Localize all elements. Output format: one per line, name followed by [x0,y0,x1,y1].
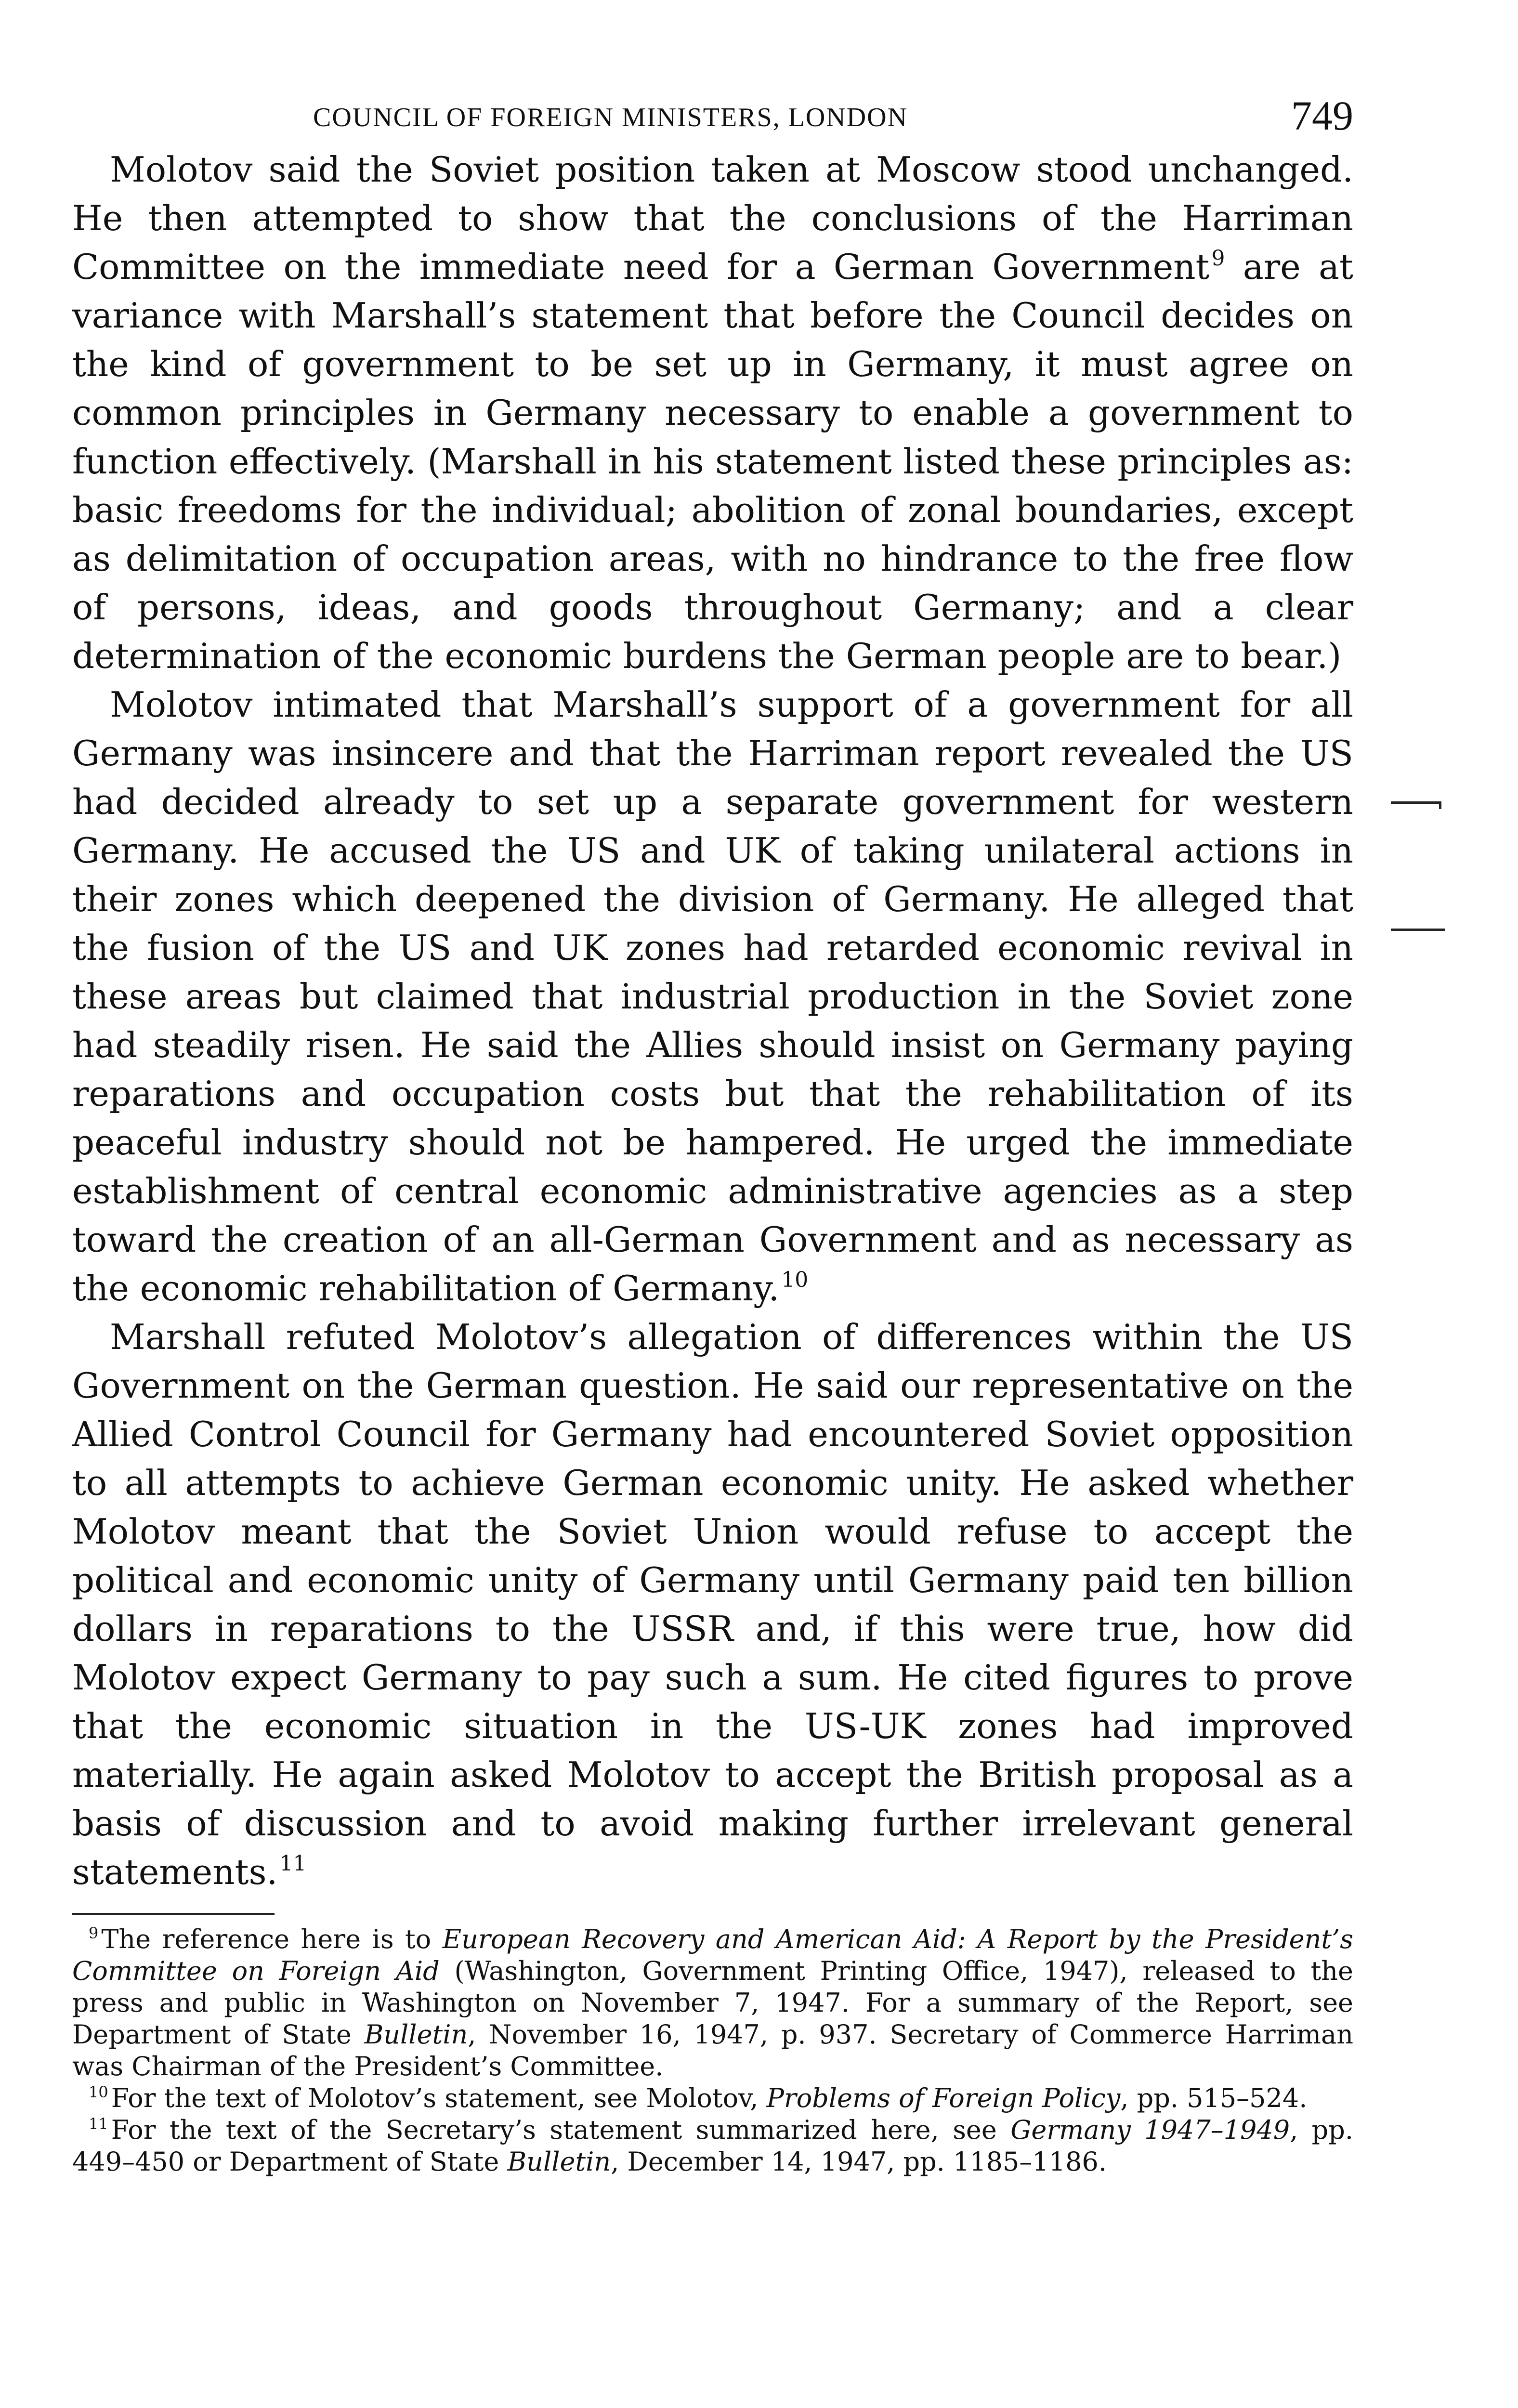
footnote-9-title: European Recovery and American Aid: A Report by the President’s Committee on Foreign Aid [72,1924,1353,1986]
paragraph-2-text: Molotov intimated that Marshall’s support of a government for all Germany was insincere and that the Harriman report revealed the US had decided already to set up a separate government for western Germany. He accused the US and UK of taking unilateral actions in their zones which deepened the division of Germany. He alleged that the fusion of the US and UK zones had retarded economic revival in these areas but claimed that industrial production in the Soviet zone had steadily risen. He said the Allies should insist on Germany paying reparations and occupation costs but that the rehabilitation of its peaceful industry should not be hampered. He urged the immediate establishment of central economic administrative agencies as a step toward the creation of an all-German Government and as necessary as the economic rehabilitation of Germany. [72,684,1353,1309]
margin-line-mark-tick [1439,801,1441,809]
document-page [72,92,1353,2178]
running-head: COUNCIL OF FOREIGN MINISTERS, LONDON [313,103,908,132]
paragraph-1-text-a: Molotov said the Soviet position taken at Moscow stood unchanged. He then attempted to show that the conclusions of the Harriman Committee on the immediate need for a German Government [72,149,1353,287]
body-text [72,145,1353,1897]
footnote-9-text-b: (Washington, Government Printing Office, 1947), released to the press and public in Washington on November 7, 1947. For a summary of the Report, see Department of State [72,1956,1354,2050]
footnote-11-bulletin: Bulletin [507,2146,611,2177]
footnote-9-bulletin: Bulletin [364,2019,468,2050]
footnote-9-number: 9 [89,1924,99,1942]
margin-line-mark [1391,801,1441,804]
footnote-10-text-b: , pp. 515–524. [1120,2083,1308,2113]
footnote-11-text-b: , pp. 449–450 or Department of State [72,2115,1353,2177]
page-header [72,92,1353,144]
footnotes [72,1924,1353,2178]
footnote-ref-11: 11 [279,1851,307,1876]
footnote-11 [72,2114,1353,2178]
page-number: 749 [1291,92,1353,139]
footnote-10-number: 10 [89,2083,108,2101]
paragraph-1 [72,145,1353,681]
footnote-11-text-c: , December 14, 1947, pp. 1185–1186. [611,2146,1107,2177]
paragraph-3 [72,1313,1353,1897]
paragraph-1-text-b: are at variance with Marshall’s statement that before the Council decides on the kind of government to be set up in Germany, it must agree on common principles in Germany necessary to enable a government to function effectively. (Marshall in his statement listed these principles as: basic freedoms for the individual; abolition of zonal boundaries, except as delimitation of occupation areas, with no hindrance to the free flow of persons, ideas, and goods throughout Germany; and a clear determination of the economic burdens the German people are to bear.) [72,247,1353,676]
paragraph-2 [72,681,1353,1313]
footnote-10-text-a: For the text of Molotov’s statement, see Molotov, [111,2083,767,2113]
footnote-ref-10: 10 [781,1268,809,1292]
footnote-11-title: Germany 1947–1949 [1010,2115,1290,2145]
footnote-9-text-c: , November 16, 1947, p. 937. Secretary of Commerce Harriman was Chairman of the President’s Committee. [72,2019,1353,2081]
footnote-9 [72,1924,1353,2082]
paragraph-3-text: Marshall refuted Molotov’s allegation of differences within the US Government on the German question. He said our representative on the Allied Control Council for Germany had encountered Soviet opposition to all attempts to achieve German economic unity. He asked whether Molotov meant that the Soviet Union would refuse to accept the political and economic unity of Germany until Germany paid ten billion dollars in reparations to the USSR and, if this were true, how did Molotov expect Germany to pay such a sum. He cited figures to prove that the economic situation in the US-UK zones had improved materially. He again asked Molotov to accept the British proposal as a basis of discussion and to avoid making further irrelevant general statements. [72,1317,1353,1892]
footnote-ref-9: 9 [1211,246,1225,271]
footnote-10 [72,2082,1353,2114]
footnote-11-text-a: For the text of the Secretary’s statement summarized here, see [111,2115,1011,2145]
footnote-9-text-a: The reference here is to [101,1924,443,1954]
footnote-11-number: 11 [89,2115,108,2133]
footnote-divider [72,1913,275,1915]
footnote-10-title: Problems of Foreign Policy [766,2083,1121,2113]
margin-line-mark [1391,929,1445,931]
